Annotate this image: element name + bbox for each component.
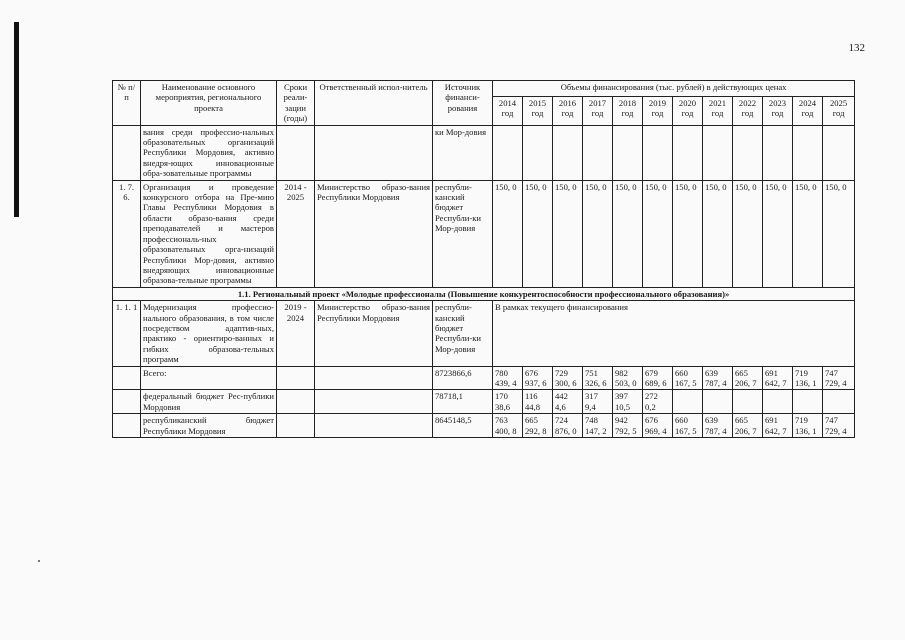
cell-value: 691 642, 7 [763, 366, 793, 390]
cell-value: 691 642, 7 [763, 414, 793, 438]
cell-value [763, 390, 793, 414]
header-source: Источник финанси-рования [433, 81, 493, 126]
header-year: 2022 год [733, 97, 763, 126]
cell-value: 724 876, 0 [553, 414, 583, 438]
cell-num: 1. 7. 6. [113, 180, 141, 287]
cell-value: 729 300, 6 [553, 366, 583, 390]
cell-label: республиканский бюджет Республики Мордовия [141, 414, 277, 438]
cell-value: 150, 0 [793, 180, 823, 287]
table-row-continuation [113, 125, 855, 180]
cell-label: федеральный бюджет Рес-публики Мордовия [141, 390, 277, 414]
section-title: 1.1. Региональный проект «Молодые профессионалы (Повышение конкурентоспособности профессионального образования)» [113, 287, 855, 300]
header-year: 2014 год [493, 97, 523, 126]
cell-value: 747 729, 4 [823, 414, 855, 438]
table-row-1-1-1 [113, 301, 855, 366]
cell-value: 660 167, 5 [673, 366, 703, 390]
header-year: 2025 год [823, 97, 855, 126]
cell-name: Модернизация профессио-нального образования, в том числе посредством адаптив-ных, практико - ориентиро-ванных и гибких образова-тельных программ [141, 301, 277, 366]
cell-value: 639 787, 4 [703, 366, 733, 390]
cell-num: 1. 1. 1 [113, 301, 141, 366]
cell-value: 317 9,4 [583, 390, 613, 414]
cell-value: 751 326, 6 [583, 366, 613, 390]
header-num: № п/ п [113, 81, 141, 126]
cell-value: 150, 0 [493, 180, 523, 287]
cell-value [823, 390, 855, 414]
header-year: 2021 год [703, 97, 733, 126]
scan-edge-mark [14, 22, 19, 217]
header-year: 2019 год [643, 97, 673, 126]
table-row-1-7-6 [113, 180, 855, 287]
cell-value: 676 969, 4 [643, 414, 673, 438]
cell-value: 660 167, 5 [673, 414, 703, 438]
cell-total: 78718,1 [433, 390, 493, 414]
cell-value: 397 10,5 [613, 390, 643, 414]
cell-value: 150, 0 [583, 180, 613, 287]
header-row [113, 81, 855, 97]
cell-value: 442 4,6 [553, 390, 583, 414]
cell-value: 272 0,2 [643, 390, 673, 414]
cell-value: 665 206, 7 [733, 366, 763, 390]
header-name: Наименование основного мероприятия, регионального проекта [141, 81, 277, 126]
cell-source: ки Мор-довия [433, 125, 493, 180]
cell-value: 150, 0 [613, 180, 643, 287]
cell-source: республи-канский бюджет Республи-ки Мор-довия [433, 301, 493, 366]
cell-value: 150, 0 [673, 180, 703, 287]
cell-total: 8723866,6 [433, 366, 493, 390]
cell-value: 719 136, 1 [793, 414, 823, 438]
cell-value: 719 136, 1 [793, 366, 823, 390]
header-year: 2016 год [553, 97, 583, 126]
cell-term: 2014 - 2025 [277, 180, 315, 287]
cell-value [793, 390, 823, 414]
header-year: 2018 год [613, 97, 643, 126]
cell-value: 942 792, 5 [613, 414, 643, 438]
cell-note: В рамках текущего финансирования [493, 301, 855, 366]
cell-value: 665 292, 8 [523, 414, 553, 438]
cell-value: 679 689, 6 [643, 366, 673, 390]
cell-total: 8645148,5 [433, 414, 493, 438]
cell-name: Организация и проведение конкурсного отбора на Пре-мию Главы Республики Мордовия в области образо-вания среди преподавателей и мастеров профессиональ-ных образовательных орга-низаций Республики Мор-довия, активно внедряющих инновационные образова-тельные программы [141, 180, 277, 287]
cell-value: 150, 0 [523, 180, 553, 287]
cell-responsible: Министерство образо-вания Республики Мордовия [315, 180, 433, 287]
header-year: 2023 год [763, 97, 793, 126]
scan-speck [38, 560, 40, 562]
cell-value: 748 147, 2 [583, 414, 613, 438]
cell-value: 150, 0 [553, 180, 583, 287]
table-row-total [113, 366, 855, 390]
table-row-federal [113, 390, 855, 414]
section-title-row [113, 287, 855, 300]
cell-term: 2019 - 2024 [277, 301, 315, 366]
header-term: Сроки реали-зации (годы) [277, 81, 315, 126]
header-year: 2020 год [673, 97, 703, 126]
page-number: 132 [848, 42, 865, 54]
cell-value: 150, 0 [823, 180, 855, 287]
cell-name: вания среди профессио-нальных образовательных организаций Республики Мордовия, активно внедря-ющих инновационные обра-зовательные программы [141, 125, 277, 180]
cell-value: 639 787, 4 [703, 414, 733, 438]
header-responsible: Ответственный испол-нитель [315, 81, 433, 126]
cell-value: 665 206, 7 [733, 414, 763, 438]
cell-value: 150, 0 [703, 180, 733, 287]
table-row-republican [113, 414, 855, 438]
header-volume: Объемы финансирования (тыс. рублей) в действующих ценах [493, 81, 855, 97]
cell-label: Всего: [141, 366, 277, 390]
cell-value: 676 937, 6 [523, 366, 553, 390]
cell-value: 982 503, 0 [613, 366, 643, 390]
header-year: 2024 год [793, 97, 823, 126]
cell-value [703, 390, 733, 414]
cell-value: 780 439, 4 [493, 366, 523, 390]
cell-value [733, 390, 763, 414]
cell-value: 150, 0 [643, 180, 673, 287]
cell-value: 150, 0 [733, 180, 763, 287]
cell-value [673, 390, 703, 414]
cell-value: 763 400, 8 [493, 414, 523, 438]
cell-value: 150, 0 [763, 180, 793, 287]
cell-value: 170 38,6 [493, 390, 523, 414]
financing-table [112, 80, 855, 438]
header-year: 2017 год [583, 97, 613, 126]
header-year: 2015 год [523, 97, 553, 126]
cell-source: республи-канский бюджет Республи-ки Мор-довия [433, 180, 493, 287]
cell-responsible: Министерство образо-вания Республики Мордовия [315, 301, 433, 366]
cell-value: 747 729, 4 [823, 366, 855, 390]
cell-value: 116 44,8 [523, 390, 553, 414]
